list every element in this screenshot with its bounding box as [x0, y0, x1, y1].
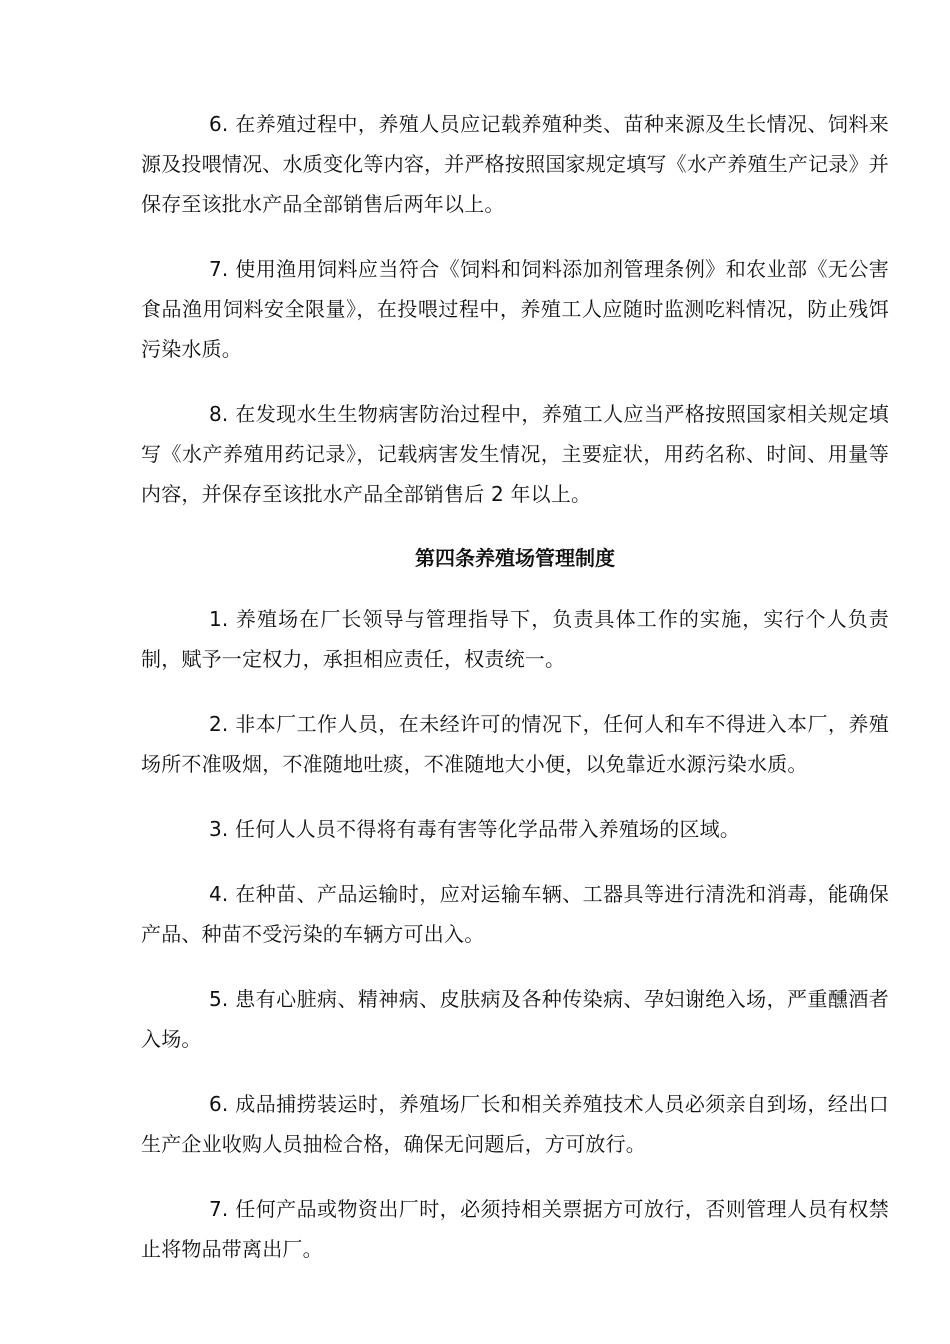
- paragraph-6: 6. 在养殖过程中，养殖人员应记载养殖种类、苗种来源及生长情况、饲料来源及投喂情况、水质变化等内容，并严格按照国家规定填写《水产养殖生产记录》并保存至该批水产品全部销售后两年以上。: [141, 112, 889, 216]
- section-paragraph-1: 1. 养殖场在厂长领导与管理指导下，负责具体工作的实施，实行个人负责制，赋予一定权力，承担相应责任，权责统一。: [141, 607, 889, 671]
- paragraph-7: 7. 使用渔用饲料应当符合《饲料和饲料添加剂管理条例》和农业部《无公害食品渔用饲料安全限量》，在投喂过程中，养殖工人应随时监测吃料情况，防止残饵污染水质。: [141, 257, 889, 361]
- paragraph-8: 8. 在发现水生生物病害防治过程中，养殖工人应当严格按照国家相关规定填写《水产养殖用药记录》，记载病害发生情况，主要症状，用药名称、时间、用量等内容，并保存至该批水产品全部销售后 2 年以上。: [141, 402, 889, 506]
- section-heading: 第四条养殖场管理制度: [415, 546, 615, 570]
- section-paragraph-7: 7. 任何产品或物资出厂时，必须持相关票据方可放行，否则管理人员有权禁止将物品带离出厂。: [141, 1197, 889, 1261]
- section-paragraph-3: 3. 任何人人员不得将有毒有害等化学品带入养殖场的区域。: [209, 817, 741, 841]
- section-paragraph-5: 5. 患有心脏病、精神病、皮肤病及各种传染病、孕妇谢绝入场，严重醺酒者入场。: [141, 987, 889, 1051]
- document-body: [141, 104, 889, 1294]
- section-paragraph-6: 6. 成品捕捞装运时，养殖场厂长和相关养殖技术人员必须亲自到场，经出口生产企业收购人员抽检合格，确保无问题后，方可放行。: [141, 1092, 889, 1156]
- section-paragraph-4: 4. 在种苗、产品运输时，应对运输车辆、工器具等进行清洗和消毒，能确保产品、种苗不受污染的车辆方可出入。: [141, 882, 889, 946]
- section-paragraph-2: 2. 非本厂工作人员，在未经许可的情况下，任何人和车不得进入本厂，养殖场所不准吸烟，不准随地吐痰，不准随地大小便，以免靠近水源污染水质。: [141, 712, 889, 776]
